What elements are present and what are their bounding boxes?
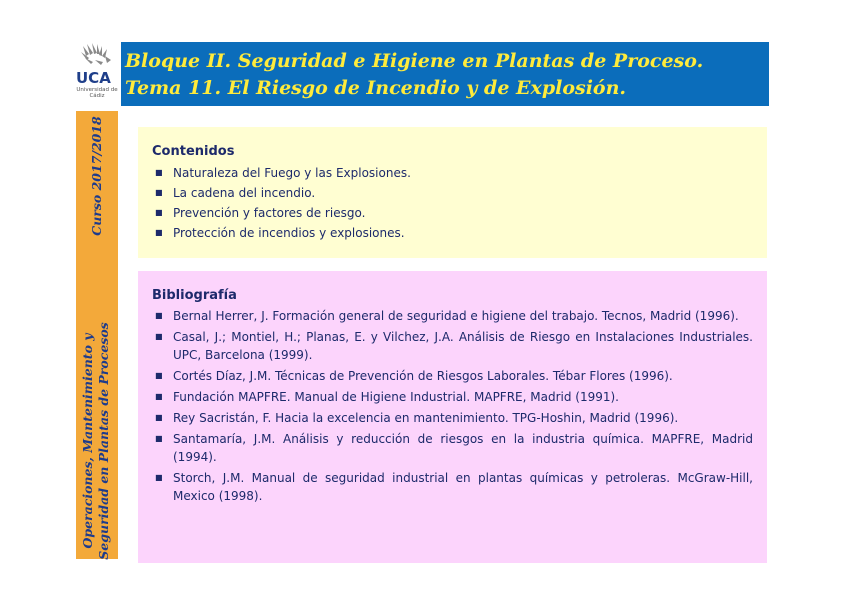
list-item-text: Cortés Díaz, J.M. Técnicas de Prevención de Riesgos Laborales. Tébar Flores (1996). xyxy=(173,369,673,383)
bullet-icon: ■ xyxy=(155,332,163,341)
bibliography-list xyxy=(152,307,753,505)
list-item xyxy=(152,163,767,183)
list-item xyxy=(152,307,753,325)
list-item-text: Storch, J.M. Manual de seguridad industrial en plantas químicas y petroleras. McGraw-Hill, Mexico (1998). xyxy=(173,471,753,503)
list-item xyxy=(152,328,753,364)
bullet-icon: ■ xyxy=(155,434,163,443)
list-item-text: Bernal Herrer, J. Formación general de seguridad e higiene del trabajo. Tecnos, Madrid (1996). xyxy=(173,309,739,323)
university-logo xyxy=(73,42,121,104)
list-item xyxy=(152,203,767,223)
contents-heading: Contenidos xyxy=(152,144,235,159)
list-item-text: Naturaleza del Fuego y las Explosiones. xyxy=(173,166,411,180)
bullet-icon: ■ xyxy=(155,371,163,380)
list-item xyxy=(152,409,753,427)
list-item xyxy=(152,430,753,466)
bullet-icon: ■ xyxy=(155,168,163,177)
bullet-icon: ■ xyxy=(155,413,163,422)
course-label: Curso 2017/2018 xyxy=(89,116,104,236)
list-item-text: Casal, J.; Montiel, H.; Planas, E. y Vilchez, J.A. Análisis de Riesgo en Instalaciones Industriales. UPC, Barcelona (1999). xyxy=(173,330,753,362)
bullet-icon: ■ xyxy=(155,473,163,482)
list-item xyxy=(152,388,753,406)
list-item-text: La cadena del incendio. xyxy=(173,186,316,200)
bullet-icon: ■ xyxy=(155,311,163,320)
bullet-icon: ■ xyxy=(155,228,163,237)
list-item-text: Prevención y factores de riesgo. xyxy=(173,206,366,220)
page-title-line2: Tema 11. El Riesgo de Incendio y de Explosión. xyxy=(125,77,627,99)
logo-university-name: Universidad de Cádiz xyxy=(76,87,118,99)
bullet-icon: ■ xyxy=(155,392,163,401)
page-title-line1: Bloque II. Seguridad e Higiene en Plantas de Proceso. xyxy=(125,50,704,72)
list-item-text: Protección de incendios y explosiones. xyxy=(173,226,405,240)
list-item xyxy=(152,223,767,243)
subject-label-line1: Operaciones, Mantenimiento y xyxy=(80,333,95,549)
list-item-text: Santamaría, J.M. Análisis y reducción de riesgos en la industria química. MAPFRE, Madrid (1994). xyxy=(173,432,753,464)
list-item-text: Fundación MAPFRE. Manual de Higiene Industrial. MAPFRE, Madrid (1991). xyxy=(173,390,619,404)
subject-label-line2: Seguridad en Plantas de Procesos xyxy=(96,322,111,560)
bullet-icon: ■ xyxy=(155,188,163,197)
bibliography-box xyxy=(138,271,767,563)
bullet-icon: ■ xyxy=(155,208,163,217)
logo-text: UCA xyxy=(76,69,111,87)
bibliography-heading: Bibliografía xyxy=(152,288,237,303)
contents-list xyxy=(152,163,767,243)
list-item xyxy=(152,367,753,385)
list-item xyxy=(152,183,767,203)
contents-box xyxy=(138,127,767,258)
list-item-text: Rey Sacristán, F. Hacia la excelencia en mantenimiento. TPG-Hoshin, Madrid (1996). xyxy=(173,411,679,425)
list-item xyxy=(152,469,753,505)
subject-label xyxy=(80,311,114,571)
logo-emblem-icon xyxy=(73,42,121,72)
title-bar xyxy=(121,42,769,106)
